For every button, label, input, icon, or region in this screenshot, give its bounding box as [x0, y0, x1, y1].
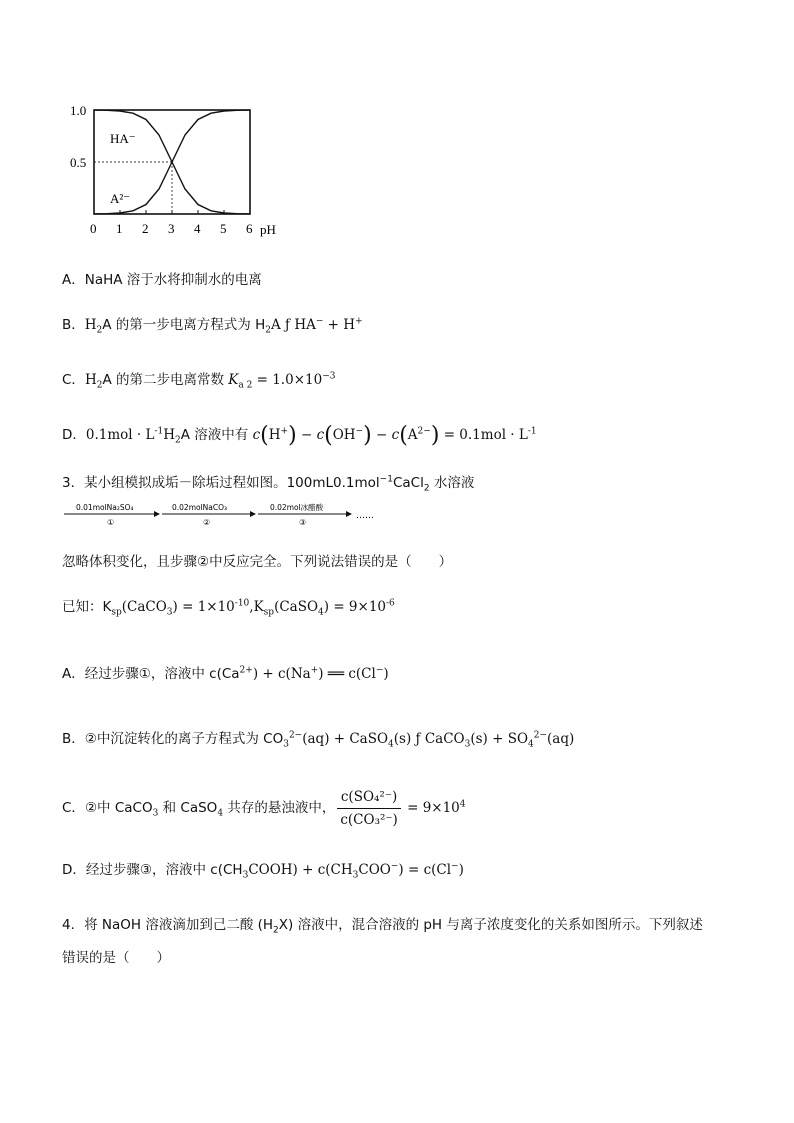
step-3-reagent: 0.02mol冰醋酸	[270, 503, 324, 512]
x-tick-label-5: 5	[220, 221, 227, 236]
step-1-arrowhead	[154, 511, 160, 517]
step-1-reagent: 0.01molNa₂SO₄	[76, 503, 134, 512]
step-2	[162, 503, 256, 527]
q2-option-c: C．$H_2A$ 的第二步电离常数 $K_{a 2} = 1.0\times 10^{-3}$	[62, 371, 336, 391]
process-steps-diagram	[62, 500, 402, 530]
q3-option-b: B．②中沉淀转化的离子方程式为 $CO_3^{2-}(aq)$ + CaSO$_4$(s) ƒ CaCO$_3$(s) + $SO_4^{2-}(aq)$	[62, 730, 575, 750]
fraction-numerator: c(SO₄²⁻)	[337, 788, 400, 809]
x-tick-label-1: 1	[116, 221, 123, 236]
step-1	[64, 503, 160, 527]
step-2-arrowhead	[250, 511, 256, 517]
series-label-ha: HA⁻	[110, 131, 136, 146]
step-2-reagent: 0.02molNaCO₃	[172, 503, 228, 512]
y-tick-1: 1.0	[70, 103, 87, 118]
q3-stem: 3．某小组模拟成垢－除垢过程如图。100mL0.1mol$^{-1}$CaCl$_2$ 水溶液	[62, 474, 475, 494]
step-3-number: ③	[299, 518, 307, 527]
x-tick-label-3: 3	[168, 221, 175, 236]
q4-stem-line2: 错误的是（ ）	[62, 950, 170, 966]
concentration-ratio-fraction	[337, 788, 400, 829]
q4-stem-line1: 4．将 NaOH 溶液滴加到己二酸 $(H_2X)$ 溶液中，混合溶液的 pH 与离子浓度变化的关系如图所示。下列叙述	[62, 917, 703, 936]
q2-option-d: D．$0.1mol \cdot L^{-1}H_2A$ 溶液中有 $c(H^+) - c(OH^-) - c(A^{2-}) = 0.1mol \cdot L^{-1}$	[62, 423, 537, 448]
q3-option-d: D．经过步骤③，溶液中 $c(CH_3COOH) + c(CH_3COO^-) = c(Cl^-)$	[62, 861, 464, 881]
x-tick-label-6: 6	[246, 221, 253, 236]
step-3-arrowhead	[346, 511, 352, 517]
x-tick-label-4: 4	[194, 221, 201, 236]
x-tick-label-0: 0	[90, 221, 97, 236]
q3-option-c: C．②中 CaCO$_3$ 和 CaSO$_4$ 共存的悬浊液中， $\frac{\text{c(SO₄²⁻)}}{\text{c(CO₃²⁻)}}$ = $9\times 10^4$	[62, 789, 466, 828]
y-tick-05: 0.5	[70, 155, 87, 170]
series-label-a2: A²⁻	[110, 191, 131, 206]
x-axis-label: pH	[260, 222, 276, 237]
q3-option-a: A．经过步骤①，溶液中 $c(Ca^{2+}) + c(Na^+)$ ══ c(Cl−)	[62, 665, 389, 682]
q2-option-a: A．NaHA 溶于水将抑制水的电离	[62, 272, 262, 288]
distribution-chart	[60, 98, 300, 243]
x-tick-label-2: 2	[142, 221, 149, 236]
q3-known: 已知：$K_{sp}(CaCO_3)$ = $1\times 10^{-10},K_{sp}(CaSO_4) = 9\times 10^{-6}$	[62, 598, 395, 618]
step-1-number: ①	[107, 518, 115, 527]
fraction-denominator: c(CO₃²⁻)	[340, 812, 398, 828]
step-2-number: ②	[203, 518, 211, 527]
q2-option-b: B．$H_2A$ 的第一步电离方程式为 $H_2A$ ƒ HA− + H+	[62, 316, 363, 336]
steps-ellipsis: ……	[356, 511, 374, 521]
step-3	[258, 502, 352, 527]
q3-note: 忽略体积变化，且步骤②中反应完全。下列说法错误的是（ ）	[62, 554, 453, 570]
